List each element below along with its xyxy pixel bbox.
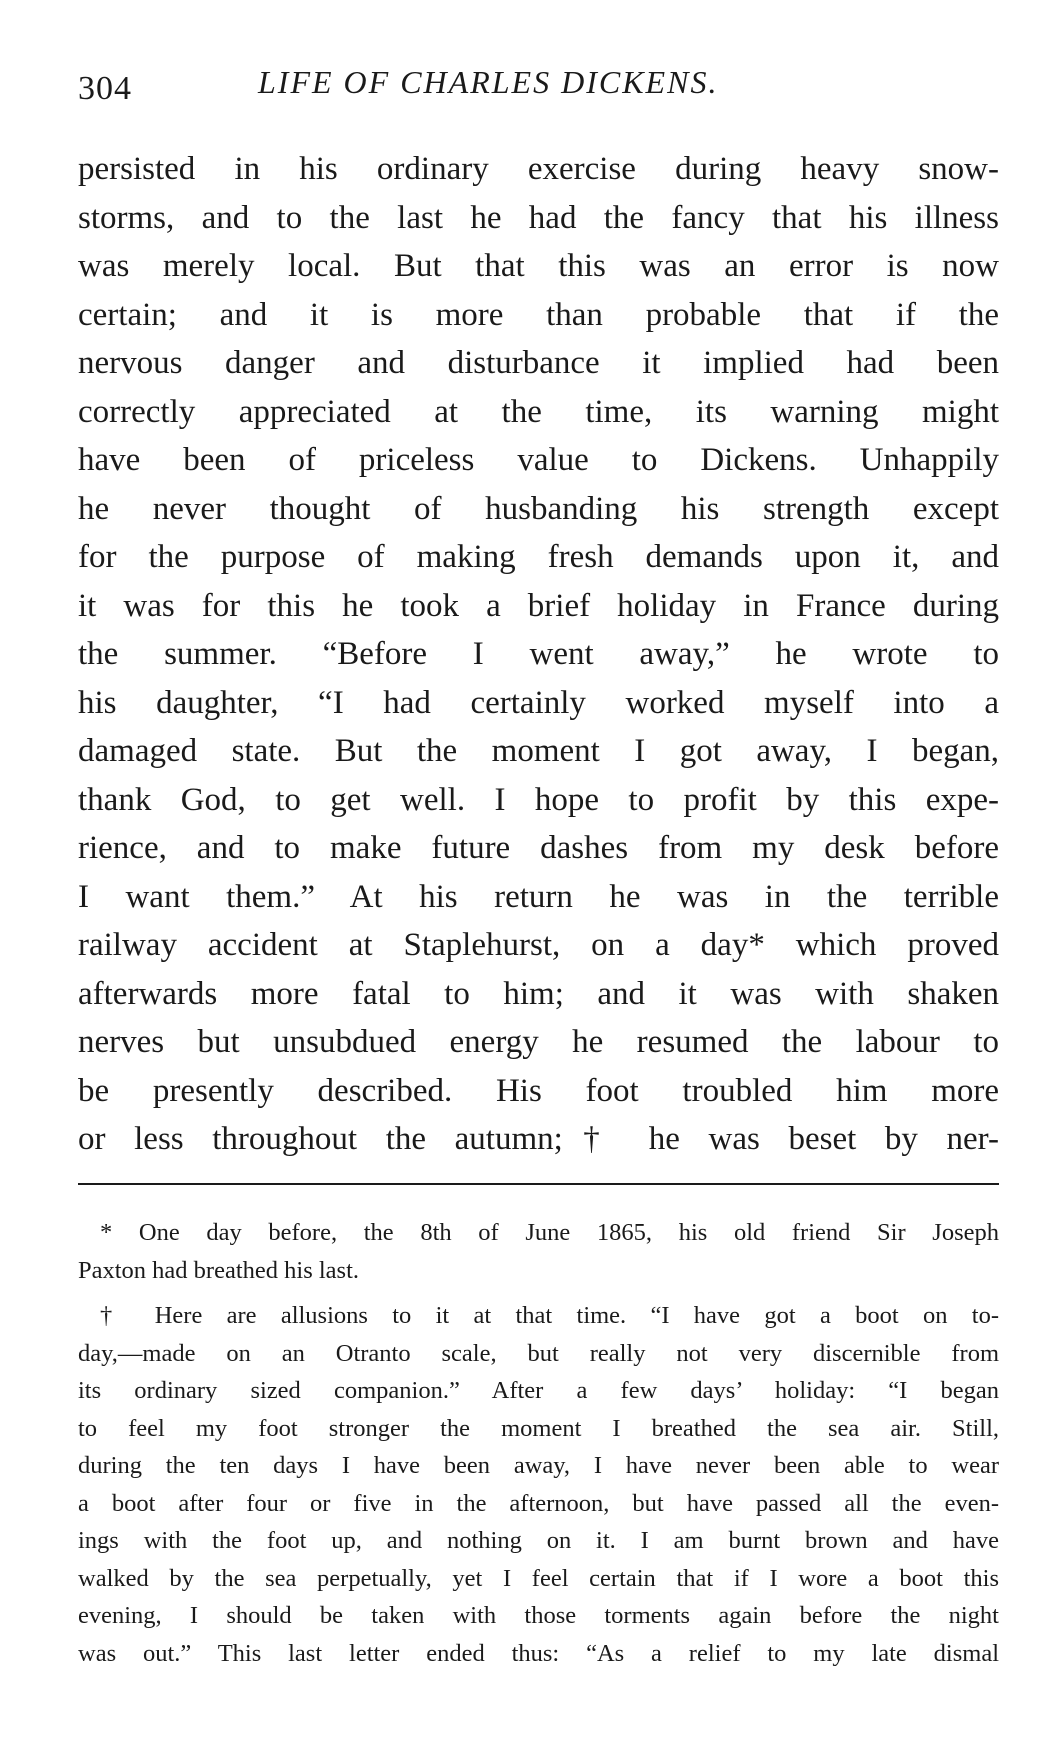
footnote-line: its ordinary sized companion.” After a few days’ holiday: “I began (78, 1377, 999, 1404)
footnote-line: Paxton had breathed his last. (78, 1256, 360, 1284)
body-text (78, 145, 999, 1164)
footnote-line: during the ten days I have been away, I have never been able to wear (78, 1452, 999, 1479)
footnote-line: day,—made on an Otranto scale, but really not very discernible from (78, 1339, 999, 1367)
body-line: be presently described. His foot troubled him more (78, 1072, 999, 1109)
body-line: or less throughout the autumn;† he was beset by ner- (78, 1121, 999, 1157)
body-line: he never thought of husbanding his strength except (78, 490, 999, 527)
body-line: afterwards more fatal to him; and it was with shaken (78, 975, 999, 1012)
body-line: I want them.” At his return he was in the terrible (78, 878, 999, 915)
body-line: thank God, to get well. I hope to profit by this expe- (78, 781, 999, 818)
body-line: was merely local. But that this was an error is now (78, 248, 999, 284)
footnote-dagger (78, 1297, 999, 1672)
footnotes (78, 1214, 999, 1672)
body-line: persisted in his ordinary exercise during heavy snow- (78, 151, 999, 187)
footnote-divider (78, 1183, 999, 1185)
footnote-line: evening, I should be taken with those torments again before the night (78, 1602, 999, 1629)
body-line: the summer. “Before I went away,” he wrote to (78, 636, 999, 672)
footnote-line: to feel my foot stronger the moment I breathed the sea air. Still, (78, 1414, 999, 1442)
body-line: nerves but unsubdued energy he resumed the labour to (78, 1024, 999, 1060)
body-line: nervous danger and disturbance it implied had been (78, 345, 999, 381)
body-line: have been of priceless value to Dickens. Unhappily (78, 442, 999, 478)
footnote-line: walked by the sea perpetually, yet I feel certain that if I wore a boot this (78, 1564, 999, 1592)
page-number: 304 (78, 70, 132, 107)
body-line: rience, and to make future dashes from my desk before (78, 830, 999, 866)
running-title: LIFE OF CHARLES DICKENS. (258, 64, 719, 100)
footnote-line: * One day before, the 8th of June 1865, his old friend Sir Joseph (100, 1219, 999, 1246)
footnote-line: a boot after four or five in the afternoon, but have passed all the even- (78, 1489, 999, 1517)
body-line: correctly appreciated at the time, its warning might (78, 393, 999, 430)
body-line: it was for this he took a brief holiday in France during (78, 587, 999, 624)
body-line: for the purpose of making fresh demands upon it, and (78, 539, 999, 575)
footnote-line: ings with the foot up, and nothing on it. I am burnt brown and have (78, 1527, 999, 1554)
footnote-line: † Here are allusions to it at that time. “I have got a boot on to- (100, 1302, 999, 1329)
body-line: damaged state. But the moment I got away, I began, (78, 733, 999, 769)
body-line: certain; and it is more than probable that if the (78, 296, 999, 333)
page-header (78, 62, 998, 122)
footnote-asterisk (78, 1214, 999, 1289)
body-line: storms, and to the last he had the fancy that his illness (78, 199, 999, 236)
body-line: railway accident at Staplehurst, on a day* which proved (78, 927, 999, 963)
body-line: his daughter, “I had certainly worked myself into a (78, 684, 999, 721)
footnote-line: was out.” This last letter ended thus: “As a relief to my late dismal (78, 1639, 999, 1667)
